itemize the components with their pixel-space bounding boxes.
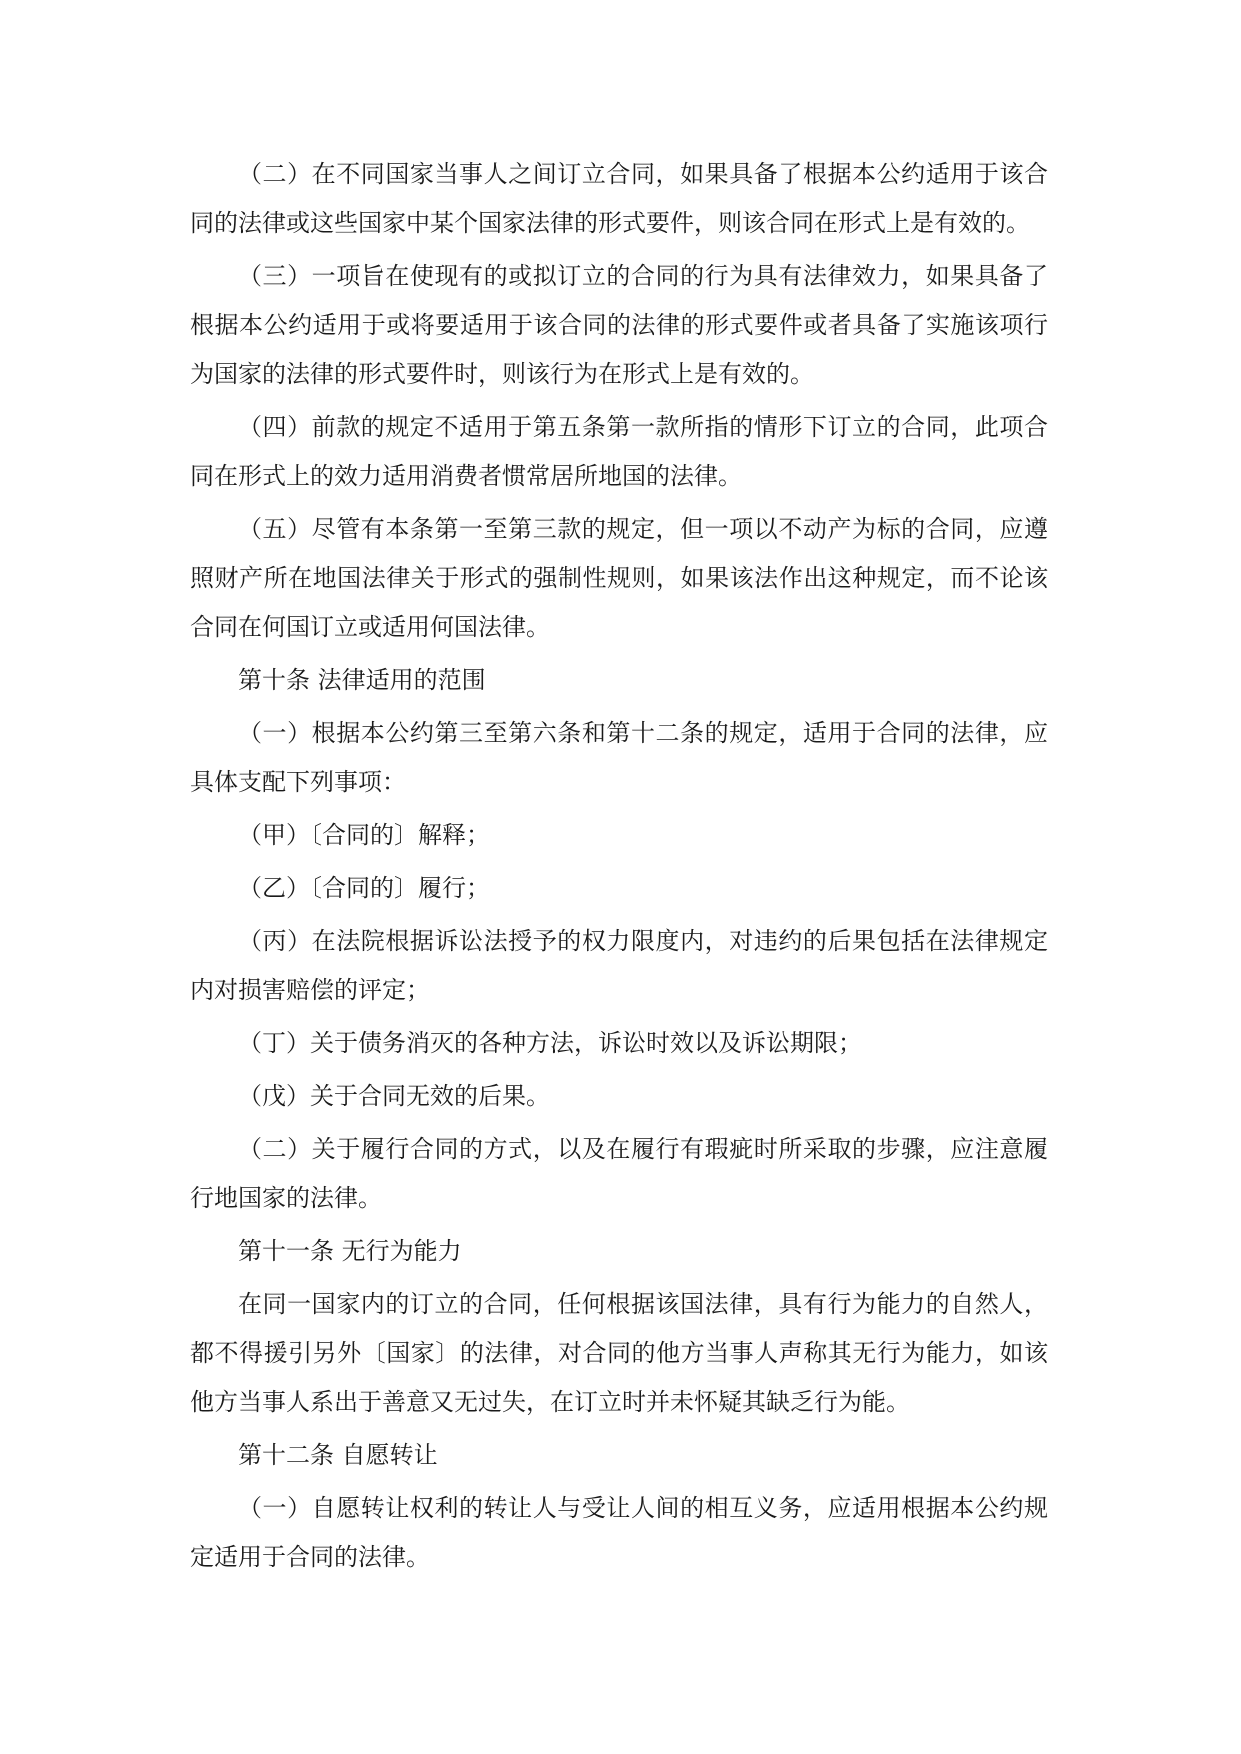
article-heading: 第十二条 自愿转让 — [238, 1441, 438, 1469]
clause-paragraph: （三）一项旨在使现有的或拟订立的合同的行为具有法律效力，如果具备了根据本公约适用于或将要适用于该合同的法律的形式要件或者具备了实施该项行为国家的法律的形式要件时，则该行为在形式上是有效的。 — [190, 262, 1048, 388]
clause-paragraph: 在同一国家内的订立的合同，任何根据该国法律，具有行为能力的自然人，都不得援引另外〔国家〕的法律，对合同的他方当事人声称其无行为能力，如该他方当事人系出于善意又无过失，在订立时并未怀疑其缺乏行为能。 — [190, 1290, 1048, 1416]
clause-paragraph: （丁）关于债务消灭的各种方法，诉讼时效以及诉讼期限； — [238, 1029, 862, 1057]
document-body — [190, 150, 1048, 1586]
clause-paragraph: （戊）关于合同无效的后果。 — [238, 1082, 550, 1110]
clause-paragraph: （甲）〔合同的〕解释； — [238, 821, 490, 849]
clause-paragraph: （四）前款的规定不适用于第五条第一款所指的情形下订立的合同，此项合同在形式上的效力适用消费者惯常居所地国的法律。 — [190, 413, 1048, 490]
clause-paragraph: （丙）在法院根据诉讼法授予的权力限度内，对违约的后果包括在法律规定内对损害赔偿的评定； — [190, 927, 1048, 1004]
article-heading: 第十条 法律适用的范围 — [238, 666, 486, 694]
clause-paragraph: （一）自愿转让权利的转让人与受让人间的相互义务，应适用根据本公约规定适用于合同的法律。 — [190, 1494, 1048, 1571]
clause-paragraph: （乙）〔合同的〕履行； — [238, 874, 490, 902]
clause-paragraph: （二）关于履行合同的方式，以及在履行有瑕疵时所采取的步骤，应注意履行地国家的法律。 — [190, 1135, 1048, 1212]
article-heading: 第十一条 无行为能力 — [238, 1237, 462, 1265]
clause-paragraph: （二）在不同国家当事人之间订立合同，如果具备了根据本公约适用于该合同的法律或这些国家中某个国家法律的形式要件，则该合同在形式上是有效的。 — [190, 160, 1048, 237]
clause-paragraph: （五）尽管有本条第一至第三款的规定，但一项以不动产为标的合同，应遵照财产所在地国法律关于形式的强制性规则，如果该法作出这种规定，而不论该合同在何国订立或适用何国法律。 — [190, 515, 1048, 641]
clause-paragraph: （一）根据本公约第三至第六条和第十二条的规定，适用于合同的法律，应具体支配下列事项： — [190, 719, 1048, 796]
